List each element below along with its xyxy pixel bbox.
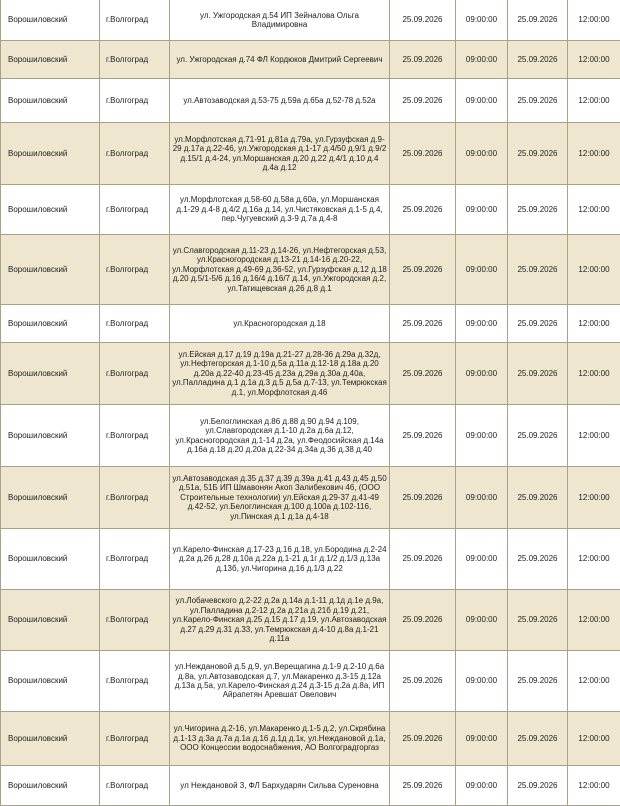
address-cell: ул.Морфлотская д.71-91 д.81а д.79а, ул.Гурзуфская д.9-29 д.17а д.22-46, ул.Ужгородская д.1-17 д.4/50 д.9/1 д.9/2 д.15/1 д.4-24, ул.Моршанская д.20 д.22 д.4/1 д.10 д.4 д.4а д.12: [170, 123, 390, 185]
start-time-cell: 09:00:00: [456, 651, 508, 712]
end-date-cell: 25.09.2026: [508, 712, 568, 766]
city-cell: г.Волгоград: [100, 343, 170, 405]
end-time-cell: 12:00:00: [568, 79, 620, 123]
district-cell: Ворошиловский: [1, 529, 100, 590]
end-date-cell: 25.09.2026: [508, 590, 568, 651]
start-time-cell: 09:00:00: [456, 766, 508, 806]
start-time-cell: 09:00:00: [456, 343, 508, 405]
table-row: [1, 405, 620, 467]
start-time-cell: 09:00:00: [456, 305, 508, 343]
city-cell: г.Волгоград: [100, 651, 170, 712]
end-date-cell: 25.09.2026: [508, 0, 568, 41]
district-cell: Ворошиловский: [1, 41, 100, 79]
start-time-cell: 09:00:00: [456, 123, 508, 185]
table-body: [1, 0, 620, 806]
end-time-cell: 12:00:00: [568, 185, 620, 235]
address-cell: ул. Ужгородская д.54 ИП Зейналова Ольга Владимировна: [170, 0, 390, 41]
address-cell: ул.Автозаводская д.35 д.37 д.39 д.39а д.41 д.43 д.45 д.50 д.51а, 51Б ИП Шмавонян Акоп Залибекович 46, (ООО Строительные технологии) ул.Ейская д.29-37 д.41-49 д.42-52, ул.Белоглинская д.100 д.100а д.102-116, ул.Пинская д.1 д.1а д.4-18: [170, 467, 390, 529]
start-date-cell: 25.09.2026: [390, 651, 456, 712]
end-date-cell: 25.09.2026: [508, 343, 568, 405]
end-date-cell: 25.09.2026: [508, 79, 568, 123]
table-row: [1, 185, 620, 235]
table-row: [1, 651, 620, 712]
end-date-cell: 25.09.2026: [508, 467, 568, 529]
end-time-cell: 12:00:00: [568, 467, 620, 529]
end-date-cell: 25.09.2026: [508, 305, 568, 343]
end-time-cell: 12:00:00: [568, 766, 620, 806]
table-row: [1, 343, 620, 405]
end-date-cell: 25.09.2026: [508, 123, 568, 185]
start-date-cell: 25.09.2026: [390, 467, 456, 529]
end-time-cell: 12:00:00: [568, 343, 620, 405]
city-cell: г.Волгоград: [100, 79, 170, 123]
end-date-cell: 25.09.2026: [508, 235, 568, 305]
start-date-cell: 25.09.2026: [390, 405, 456, 467]
end-date-cell: 25.09.2026: [508, 41, 568, 79]
end-date-cell: 25.09.2026: [508, 651, 568, 712]
city-cell: г.Волгоград: [100, 123, 170, 185]
end-date-cell: 25.09.2026: [508, 185, 568, 235]
end-time-cell: 12:00:00: [568, 305, 620, 343]
start-date-cell: 25.09.2026: [390, 766, 456, 806]
start-date-cell: 25.09.2026: [390, 343, 456, 405]
table-row: [1, 235, 620, 305]
address-cell: ул.Чигорина д.2-16, ул.Макаренко д.1-5 д.2, ул.Скрябина д.1-13 д.3а д.7а д.1а д.16 д.1д д.1к, ул.Неждановой д.1а, ООО Концессии водоснабжения, АО Волгоградгоргаз: [170, 712, 390, 766]
start-date-cell: 25.09.2026: [390, 590, 456, 651]
address-cell: ул.Карело-Финская д.17-23 д.16 д.18, ул.Бородина д.2-24 д.2а д.26 д.28 д.10а д.22а д.1-21 д.1г д.1/2 д.1/3 д.13а д.13б, ул.Чигорина д.16 д.1/3 д.22: [170, 529, 390, 590]
city-cell: г.Волгоград: [100, 235, 170, 305]
start-date-cell: 25.09.2026: [390, 529, 456, 590]
table-row: [1, 305, 620, 343]
end-time-cell: 12:00:00: [568, 590, 620, 651]
city-cell: г.Волгоград: [100, 305, 170, 343]
city-cell: г.Волгоград: [100, 467, 170, 529]
city-cell: г.Волгоград: [100, 405, 170, 467]
start-time-cell: 09:00:00: [456, 467, 508, 529]
end-date-cell: 25.09.2026: [508, 405, 568, 467]
end-time-cell: 12:00:00: [568, 405, 620, 467]
end-time-cell: 12:00:00: [568, 529, 620, 590]
end-date-cell: 25.09.2026: [508, 529, 568, 590]
start-date-cell: 25.09.2026: [390, 305, 456, 343]
start-date-cell: 25.09.2026: [390, 123, 456, 185]
start-time-cell: 09:00:00: [456, 529, 508, 590]
end-time-cell: 12:00:00: [568, 123, 620, 185]
end-time-cell: 12:00:00: [568, 235, 620, 305]
district-cell: Ворошиловский: [1, 79, 100, 123]
city-cell: г.Волгоград: [100, 41, 170, 79]
end-time-cell: 12:00:00: [568, 712, 620, 766]
city-cell: г.Волгоград: [100, 766, 170, 806]
city-cell: г.Волгоград: [100, 712, 170, 766]
start-time-cell: 09:00:00: [456, 590, 508, 651]
start-date-cell: 25.09.2026: [390, 185, 456, 235]
start-time-cell: 09:00:00: [456, 185, 508, 235]
table-row: [1, 766, 620, 806]
address-cell: ул.Лобачевского д.2-22 д.2а д.14а д.1-11 д.1д д.1е д.9а, ул.Палладина д.2-12 д.2а д.21а д.21б д.19 д.21, ул.Карело-Финская д.25 д.15 д.17 д.19, ул.Автозаводская д.27 д.29 д.31 д.33, ул.Темрюкская д.4-10 д.8а д.1-21 д.11а: [170, 590, 390, 651]
table-row: [1, 590, 620, 651]
end-time-cell: 12:00:00: [568, 41, 620, 79]
address-cell: ул.Белоглинская д.86 д.88 д.90 д.94 д.109, ул.Славгородская д.1-10 д.2а д.6а д.12, ул.Красногородская д.1-14 д.2а, ул.Феодосийская д.14а д.16а д.18 д.20 д.20а д.22-34 д.34а д.36 д.38 д.40: [170, 405, 390, 467]
table-row: [1, 712, 620, 766]
city-cell: г.Волгоград: [100, 185, 170, 235]
district-cell: Ворошиловский: [1, 185, 100, 235]
address-cell: ул.Ейская д.17 д.19 д.19а д.21-27 д.28-36 д.29а д.32д, ул.Нефтегорская д.1-10 д.5а д.11а д.12-18 д.18а д.20 д.20а д.22-40 д.23-45 д.23а д.29а д.30а д.40а, ул.Палладина д.1 д.1а д.3 д.5 д.5а д.7-13, ул.Темрюкская д.1, ул.Морфлотская д.46: [170, 343, 390, 405]
district-cell: Ворошиловский: [1, 405, 100, 467]
address-cell: ул.Славгородская д.11-23 д.14-26, ул.Нефтегорская д.53, ул.Красногородская д.13-21 д.14-16 д.20-22, ул.Морфлотская д.49-69 д.36-52, ул.Гурзуфская д.12 д.18 д.20 д.5/1-5/6 д.16 д.16/4 д.16/7 д.14, ул.Ужгородская д.2, ул.Татищевская д.26 д.8 д.1: [170, 235, 390, 305]
district-cell: Ворошиловский: [1, 343, 100, 405]
start-date-cell: 25.09.2026: [390, 41, 456, 79]
end-time-cell: 12:00:00: [568, 0, 620, 41]
address-cell: ул.Автозаводская д.53-75 д.59а д.65а д.52-78 д.52а: [170, 79, 390, 123]
district-cell: Ворошиловский: [1, 712, 100, 766]
district-cell: Ворошиловский: [1, 651, 100, 712]
city-cell: г.Волгоград: [100, 529, 170, 590]
start-time-cell: 09:00:00: [456, 0, 508, 41]
start-time-cell: 09:00:00: [456, 405, 508, 467]
start-time-cell: 09:00:00: [456, 41, 508, 79]
city-cell: г.Волгоград: [100, 590, 170, 651]
district-cell: Ворошиловский: [1, 590, 100, 651]
district-cell: Ворошиловский: [1, 766, 100, 806]
start-date-cell: 25.09.2026: [390, 712, 456, 766]
table-row: [1, 529, 620, 590]
address-cell: ул. Ужгородская д.74 ФЛ Кордюков Дмитрий Сергеевич: [170, 41, 390, 79]
end-time-cell: 12:00:00: [568, 651, 620, 712]
table-row: [1, 41, 620, 79]
table-row: [1, 79, 620, 123]
start-time-cell: 09:00:00: [456, 79, 508, 123]
start-time-cell: 09:00:00: [456, 712, 508, 766]
start-date-cell: 25.09.2026: [390, 0, 456, 41]
start-time-cell: 09:00:00: [456, 235, 508, 305]
district-cell: Ворошиловский: [1, 235, 100, 305]
address-cell: ул Неждановой 3, ФЛ Бархударян Сильва Суреновна: [170, 766, 390, 806]
district-cell: Ворошиловский: [1, 467, 100, 529]
address-cell: ул.Неждановой д.5 д.9, ул.Верещагина д.1-9 д.2-10 д.6а д.8а, ул.Автозаводская д.7, ул.Макаренко д.3-15 д.12а д.13а д.5а, ул.Карело-Финская д.24 д.3-15 д.2а д.8а, ИП Айрапетян Аревшат Овелович: [170, 651, 390, 712]
end-date-cell: 25.09.2026: [508, 766, 568, 806]
district-cell: Ворошиловский: [1, 305, 100, 343]
start-date-cell: 25.09.2026: [390, 235, 456, 305]
address-cell: ул.Красногородская д.18: [170, 305, 390, 343]
start-date-cell: 25.09.2026: [390, 79, 456, 123]
table-row: [1, 123, 620, 185]
table-row: [1, 0, 620, 41]
table-row: [1, 467, 620, 529]
district-cell: Ворошиловский: [1, 0, 100, 41]
district-cell: Ворошиловский: [1, 123, 100, 185]
city-cell: г.Волгоград: [100, 0, 170, 41]
address-cell: ул.Морфлотская д.58-60 д.58а д.60а, ул.Моршанская д.1-29 д.4-8 д.4/2 д.16а д.14, ул.Чистяковская д.1-5 д.4, пер.Чугуевский д.3-9 д.7а д.4-8: [170, 185, 390, 235]
